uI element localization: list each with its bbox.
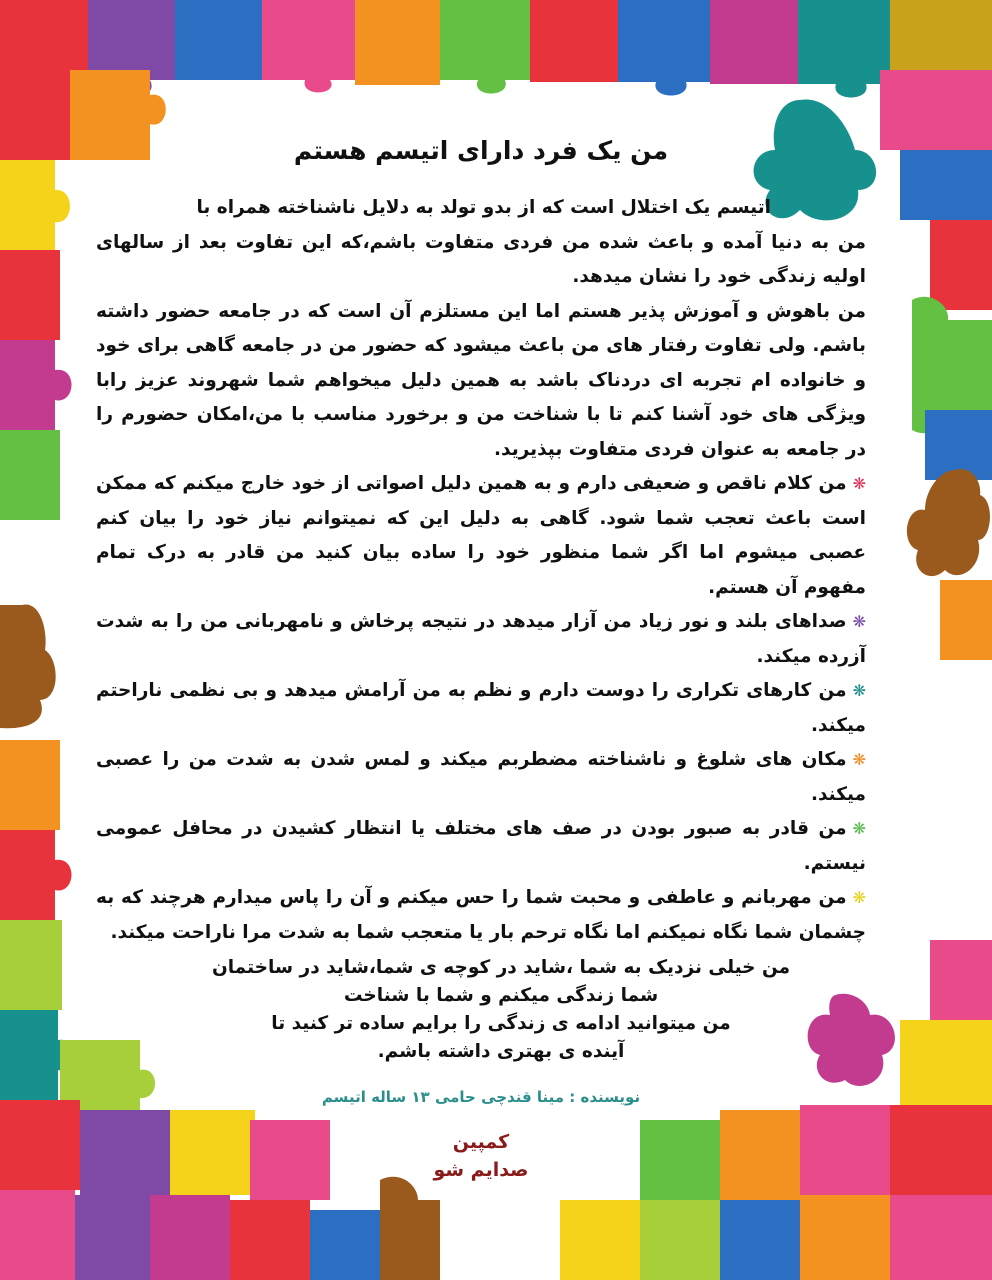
asterisk-bullet-icon: ❋ (852, 888, 866, 907)
closing-line: من میتوانید ادامه ی زندگی را برایم ساده تر کنید تا (271, 1013, 731, 1034)
puzzle-piece-icon (440, 0, 530, 94)
list-item (96, 881, 866, 950)
puzzle-piece-icon (900, 1020, 992, 1105)
puzzle-piece-icon (0, 740, 60, 830)
asterisk-bullet-icon: ❋ (852, 612, 866, 631)
intro-paragraph: من باهوش و آموزش پذیر هستم اما این مستلزم آن است که در جامعه حضور داشته باشم. ولی تفاوت رفتار های من باعث میشود که حضور من در جامعه گاهی برای خود و خانواده ام تجربه ای دردناک باشد به همین دلیل میخواهم شما شهروند عزیز رابا ویژگی های خود آشنا کنم تا با شناخت من و برخورد مناسب با من،امکان حضورم را در جامعه به عنوان فردی متفاوت بپذیرید. (96, 300, 866, 460)
closing-line: شما زندگی میکنم و شما با شناخت (343, 985, 659, 1006)
intro-rest: من به دنیا آمده و باعث شده من فردی متفاوت باشم،که این تفاوت بعد از سالهای اولیه زندگی خود را نشان میدهد. (96, 231, 866, 287)
puzzle-piece-icon (640, 1200, 720, 1280)
puzzle-piece-icon (900, 150, 992, 220)
bullet-text: من کارهای تکراری را دوست دارم و نظم به من آرامش میدهد و بی نظمی ناراحتم میکند. (96, 680, 866, 736)
closing-line: آینده ی بهتری داشته باشم. (377, 1041, 625, 1062)
puzzle-piece-icon (0, 830, 72, 920)
list-item (96, 674, 866, 743)
puzzle-piece-icon (907, 469, 990, 576)
puzzle-piece-icon (262, 0, 355, 92)
campaign-name (96, 1128, 866, 1184)
puzzle-piece-icon (890, 1195, 992, 1280)
bullet-text: صداهای بلند و نور زیاد من آزار میدهد در نتیجه پرخاش و نامهربانی من را به شدت آزرده میکند. (96, 611, 866, 667)
author-credit: نویسنده : مینا قندچی حامی ۱۳ ساله اتیسم (321, 1088, 641, 1106)
bullet-text: من مهربانم و عاطفی و محبت شما را حس میکنم و آن را پاس میدارم هرچند که به چشمان شما نگاه نمیکنم اما نگاه ترحم بار یا متعجب شما به شدت مرا ناراحت میکند. (96, 887, 866, 943)
puzzle-piece-icon (310, 1210, 390, 1280)
list-item (96, 605, 866, 674)
puzzle-piece-icon (0, 920, 62, 1010)
puzzle-piece-icon (890, 1105, 992, 1195)
puzzle-piece-icon (800, 1195, 890, 1280)
puzzle-piece-icon (890, 0, 992, 80)
puzzle-piece-icon (880, 70, 992, 150)
asterisk-bullet-icon: ❋ (852, 474, 866, 493)
puzzle-piece-icon (560, 1200, 640, 1280)
puzzle-piece-icon (230, 1200, 310, 1280)
puzzle-piece-icon (0, 604, 56, 728)
puzzle-piece-icon (720, 1200, 800, 1280)
bullet-text: مکان های شلوغ و ناشناخته مضطربم میکند و لمس شدن به شدت من را عصبی میکند. (96, 749, 866, 805)
asterisk-bullet-icon: ❋ (852, 750, 866, 769)
puzzle-piece-icon (618, 0, 710, 96)
bullet-text: من قادر به صبور بودن در صف های مختلف یا انتظار کشیدن در محافل عمومی نیستم. (96, 818, 866, 874)
page-title: من یک فرد دارای اتیسم هستم (293, 136, 669, 165)
list-item (96, 743, 866, 812)
puzzle-piece-icon (150, 1195, 230, 1280)
closing-line: من خیلی نزدیک به شما ،شاید در کوچه ی شما،شاید در ساختمان (211, 957, 791, 978)
bullet-list (96, 467, 866, 950)
closing-paragraph (96, 954, 866, 1066)
list-item (96, 467, 866, 605)
puzzle-piece-icon (0, 160, 70, 250)
puzzle-piece-icon (0, 340, 72, 430)
puzzle-piece-icon (0, 1100, 80, 1190)
puzzle-piece-icon (940, 580, 992, 660)
asterisk-bullet-icon: ❋ (852, 819, 866, 838)
puzzle-piece-icon (0, 250, 60, 340)
puzzle-piece-icon (380, 1177, 440, 1280)
intro-first-line: اتیسم یک اختلال است که از بدو تولد به دلایل ناشناخته همراه با (196, 197, 771, 218)
puzzle-piece-icon (0, 1190, 75, 1280)
puzzle-piece-icon (0, 75, 70, 160)
bullet-text: من کلام ناقص و ضعیفی دارم و به همین دلیل اصواتی از خود خارج میکنم که ممکن است باعث تعجب شما شود. گاهی به دلیل این که نمیتوانم نیاز خود را بیان کنم عصبی میشوم اما اگر شما منظور خود را ساده بیان کنید من قادر به درک تمام مفهوم آن هستم. (96, 473, 866, 598)
campaign-title: صدایم شو (433, 1159, 529, 1181)
document-body (96, 128, 866, 1184)
campaign-label: کمپین (452, 1131, 510, 1153)
puzzle-piece-icon (0, 430, 60, 520)
puzzle-piece-icon (930, 940, 992, 1020)
asterisk-bullet-icon: ❋ (852, 681, 866, 700)
list-item (96, 812, 866, 881)
puzzle-piece-icon (798, 0, 890, 98)
puzzle-piece-icon (75, 1195, 150, 1280)
puzzle-piece-icon (930, 220, 992, 310)
